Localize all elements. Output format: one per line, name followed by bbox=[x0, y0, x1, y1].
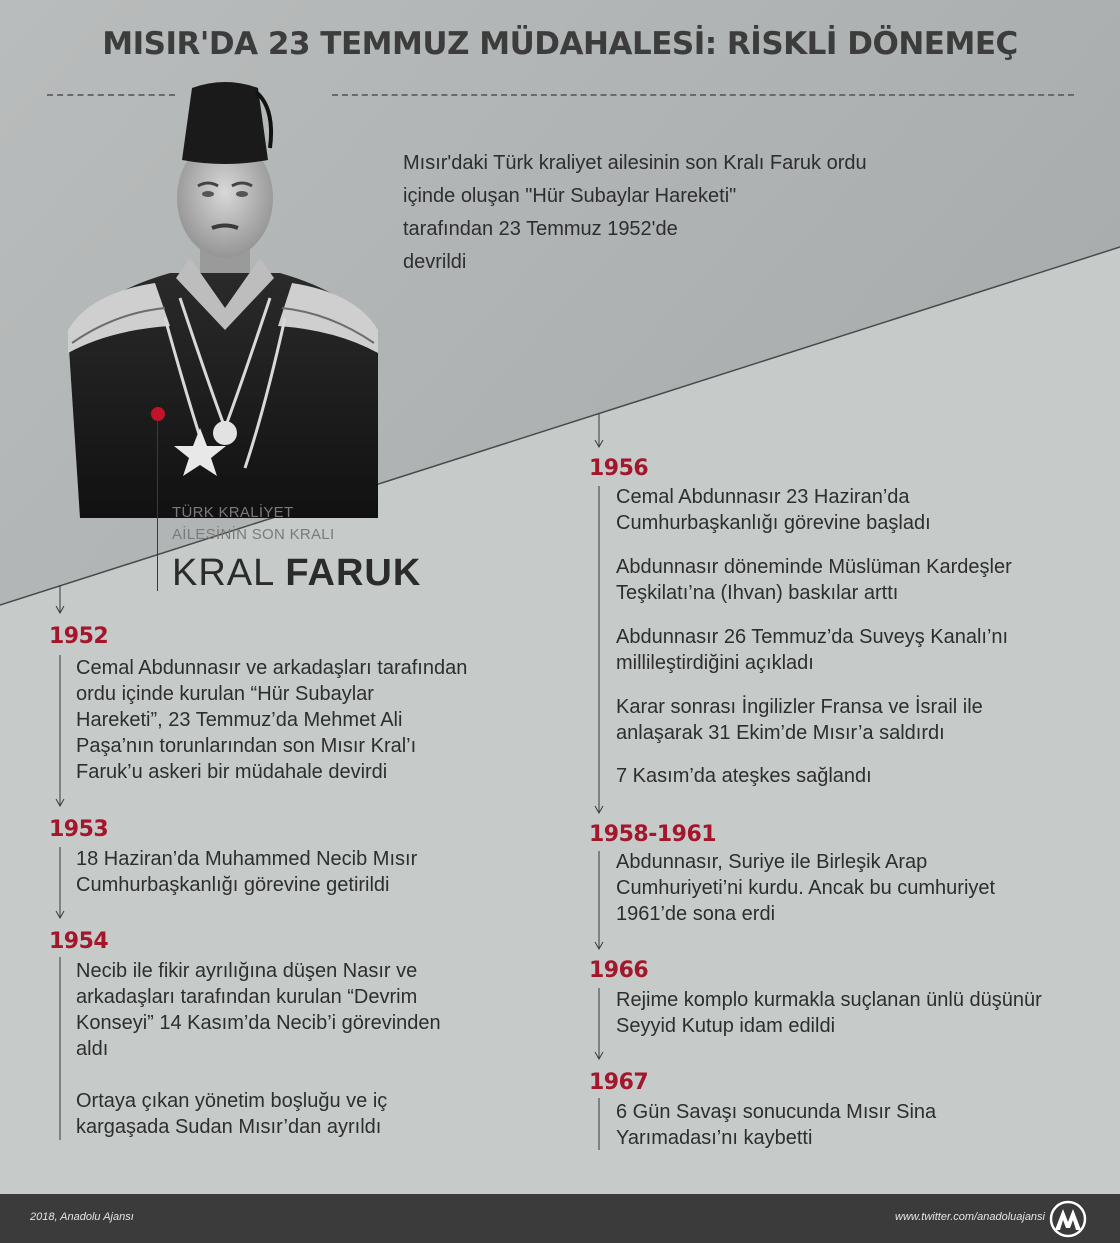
event-1956-2: Abdunnasır döneminde Müslüman Kardeşler Teşkilatı’na (Ihvan) baskılar arttı bbox=[616, 556, 1012, 604]
event-1956-5: 7 Kasım’da ateşkes sağlandı bbox=[616, 765, 872, 787]
event-1956-3: Abdunnasır 26 Temmuz’da Suveyş Kanalı’nı millileştirdiğini açıkladı bbox=[616, 626, 1009, 674]
year-1966: 1966 bbox=[589, 958, 649, 983]
event-1956-4: Karar sonrası İngilizler Fransa ve İsrail ile anlaşarak 31 Ekim’de Mısır’a saldırdı bbox=[616, 696, 983, 744]
event-1952-1: Cemal Abdunnasır ve arkadaşları tarafından ordu içinde kurulan “Hür Subaylar Hareketi”, 23 Temmuz’da Mehmet Ali Paşa’nın torunlarından son Mısır Kral’ı Faruk’u askeri bir müdahale devirdi bbox=[76, 657, 468, 783]
year-1956: 1956 bbox=[589, 456, 649, 481]
king-name-bold: FARUK bbox=[285, 552, 422, 594]
footer-credit: 2018, Anadolu Ajansı bbox=[30, 1211, 134, 1223]
king-name bbox=[172, 552, 421, 595]
year-1952: 1952 bbox=[49, 624, 109, 649]
title-divider-right bbox=[332, 94, 1074, 96]
intro-text: Mısır'daki Türk kraliyet ailesinin son Kralı Faruk ordu içinde oluşan "Hür Subaylar Hareketi" tarafından 23 Temmuz 1952'de devrildi bbox=[403, 152, 867, 273]
event-1953-1: 18 Haziran’da Muhammed Necib Mısır Cumhurbaşkanlığı görevine getirildi bbox=[76, 848, 418, 896]
year-1958-1961: 1958-1961 bbox=[589, 822, 717, 847]
caption-pointer-line bbox=[157, 421, 158, 591]
event-1958-1: Abdunnasır, Suriye ile Birleşik Arap Cumhuriyeti’ni kurdu. Ancak bu cumhuriyet 1961’de sona erdi bbox=[616, 851, 996, 925]
portrait-caption: TÜRK KRALİYET AİLESİNİN SON KRALI bbox=[172, 504, 335, 543]
event-1967-1: 6 Gün Savaşı sonucunda Mısır Sina Yarımadası’nı kaybetti bbox=[616, 1101, 937, 1149]
footer bbox=[0, 1194, 1120, 1243]
caption-pointer-dot bbox=[151, 407, 165, 421]
page-title: MISIR'DA 23 TEMMUZ MÜDAHALESİ: RİSKLİ DÖNEMEÇ bbox=[102, 26, 1018, 62]
footer-twitter-link[interactable]: www.twitter.com/anadoluajansi bbox=[895, 1211, 1045, 1223]
event-1966-1: Rejime komplo kurmakla suçlanan ünlü düşünür Seyyid Kutup idam edildi bbox=[616, 989, 1042, 1037]
aa-logo-icon bbox=[1048, 1200, 1088, 1238]
year-1954: 1954 bbox=[49, 929, 109, 954]
king-title: KRAL bbox=[172, 552, 286, 594]
event-1954-1: Necib ile fikir ayrılığına düşen Nasır ve arkadaşları tarafından kurulan “Devrim Konseyi” 14 Kasım’da Necib’i görevinden aldı bbox=[76, 960, 441, 1060]
year-1953: 1953 bbox=[49, 817, 109, 842]
year-1967: 1967 bbox=[589, 1070, 649, 1095]
event-1956-1: Cemal Abdunnasır 23 Haziran’da Cumhurbaşkanlığı görevine başladı bbox=[616, 486, 931, 534]
event-1954-2: Ortaya çıkan yönetim boşluğu ve iç kargaşada Sudan Mısır’dan ayrıldı bbox=[76, 1090, 388, 1138]
king-farouk-portrait bbox=[60, 68, 385, 518]
